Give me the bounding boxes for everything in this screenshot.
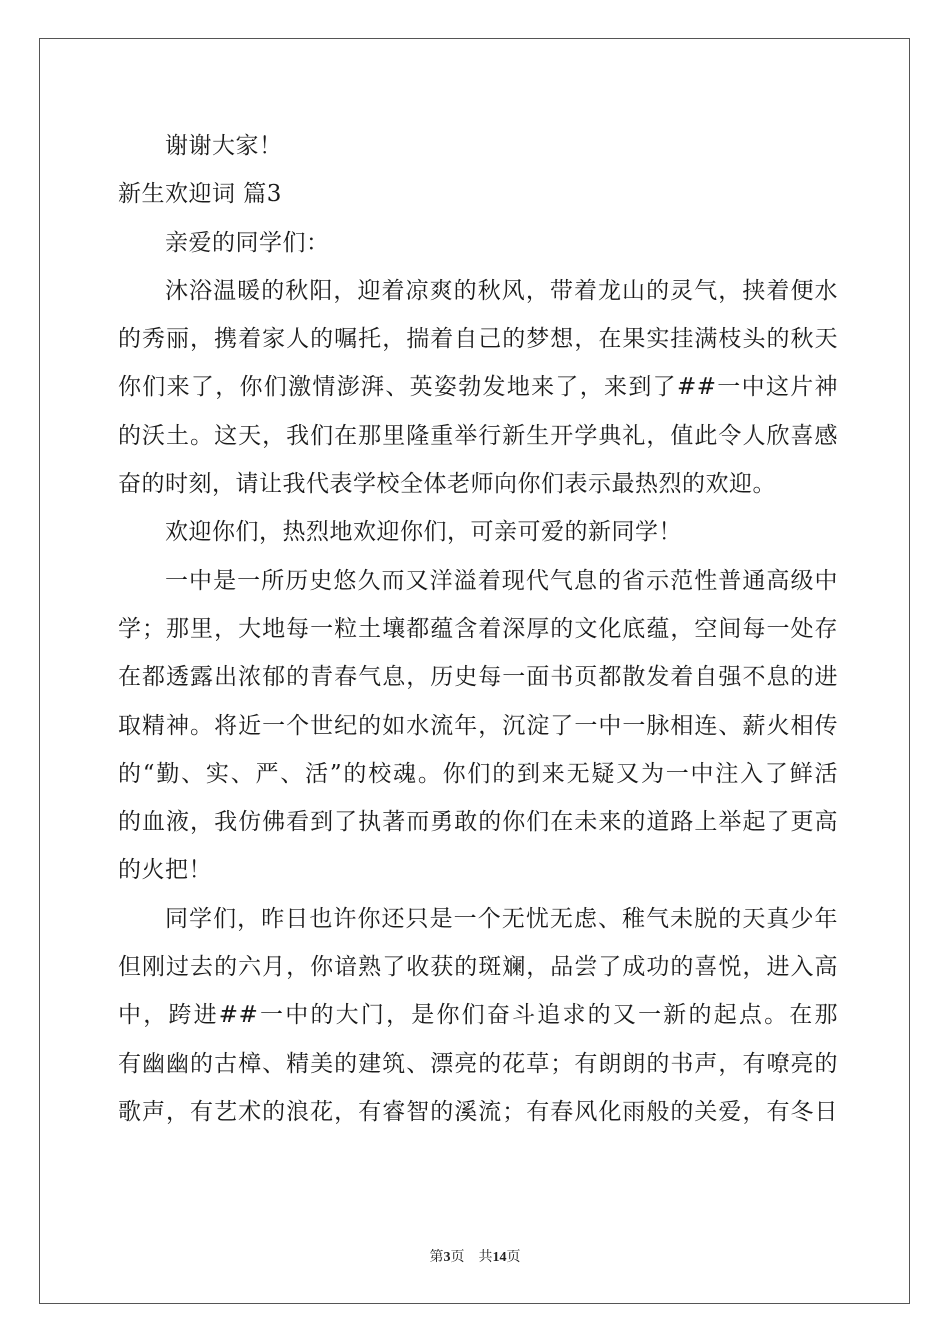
paragraph-line: 同学们，昨日也许你还只是一个无忧无虑、稚气未脱的天真少年	[165, 905, 838, 932]
paragraph-line: 的火把！	[118, 857, 212, 884]
paragraph-line: 沐浴温暖的秋阳，迎着凉爽的秋风，带着龙山的灵气，挟着便水	[165, 277, 838, 304]
paragraph-line: 的血液，我仿佛看到了执著而勇敢的你们在未来的道路上举起了更高	[118, 809, 838, 836]
paragraph-line: 有幽幽的古樟、精美的建筑、漂亮的花草；有朗朗的书声，有嘹亮的	[118, 1050, 838, 1077]
footer-total-prefix: 共	[478, 1250, 493, 1265]
footer-page-prefix: 第	[429, 1250, 444, 1265]
paragraph-line: 但刚过去的六月，你谙熟了收获的斑斓，品尝了成功的喜悦，进入高	[118, 954, 838, 981]
paragraph-line: 一中是一所历史悠久而又洋溢着现代气息的省示范性普通高级中	[165, 567, 838, 594]
paragraph-line: 的秀丽，携着家人的嘱托，揣着自己的梦想，在果实挂满枝头的秋天	[118, 326, 838, 353]
section-heading: 新生欢迎词 篇3	[118, 181, 282, 208]
paragraph-line: 奋的时刻，请让我代表学校全体老师向你们表示最热烈的欢迎。	[118, 471, 776, 498]
paragraph-line: 欢迎你们，热烈地欢迎你们，可亲可爱的新同学！	[165, 519, 682, 546]
salutation-line: 亲爱的同学们：	[165, 229, 330, 256]
page-footer	[0, 1246, 950, 1266]
paragraph-line: 歌声，有艺术的浪花，有睿智的溪流；有春风化雨般的关爱，有冬日	[118, 1098, 838, 1125]
paragraph-line: 的沃土。这天，我们在那里隆重举行新生开学典礼，值此令人欣喜感	[118, 422, 838, 449]
paragraph-line: 取精神。将近一个世纪的如水流年，沉淀了一中一脉相连、薪火相传	[118, 712, 838, 739]
footer-page-suffix: 页	[450, 1250, 465, 1265]
footer-total-pages: 14	[492, 1250, 507, 1265]
document-body	[118, 122, 838, 1136]
paragraph-line: 中，跨进##一中的大门，是你们奋斗追求的又一新的起点。在那	[118, 1002, 838, 1029]
paragraph-line: 的“勤、实、严、活”的校魂。你们的到来无疑又为一中注入了鲜活	[118, 760, 838, 787]
closing-line: 谢谢大家！	[165, 133, 283, 159]
footer-total-suffix: 页	[506, 1250, 521, 1265]
paragraph-line: 你们来了，你们激情澎湃、英姿勃发地来了，来到了##一中这片神	[118, 374, 838, 401]
footer-page-number: 3	[443, 1250, 451, 1265]
paragraph-line: 学；那里，大地每一粒土壤都蕴含着深厚的文化底蕴，空间每一处存	[118, 615, 838, 642]
paragraph-line: 在都透露出浓郁的青春气息，历史每一面书页都散发着自强不息的进	[118, 664, 838, 691]
